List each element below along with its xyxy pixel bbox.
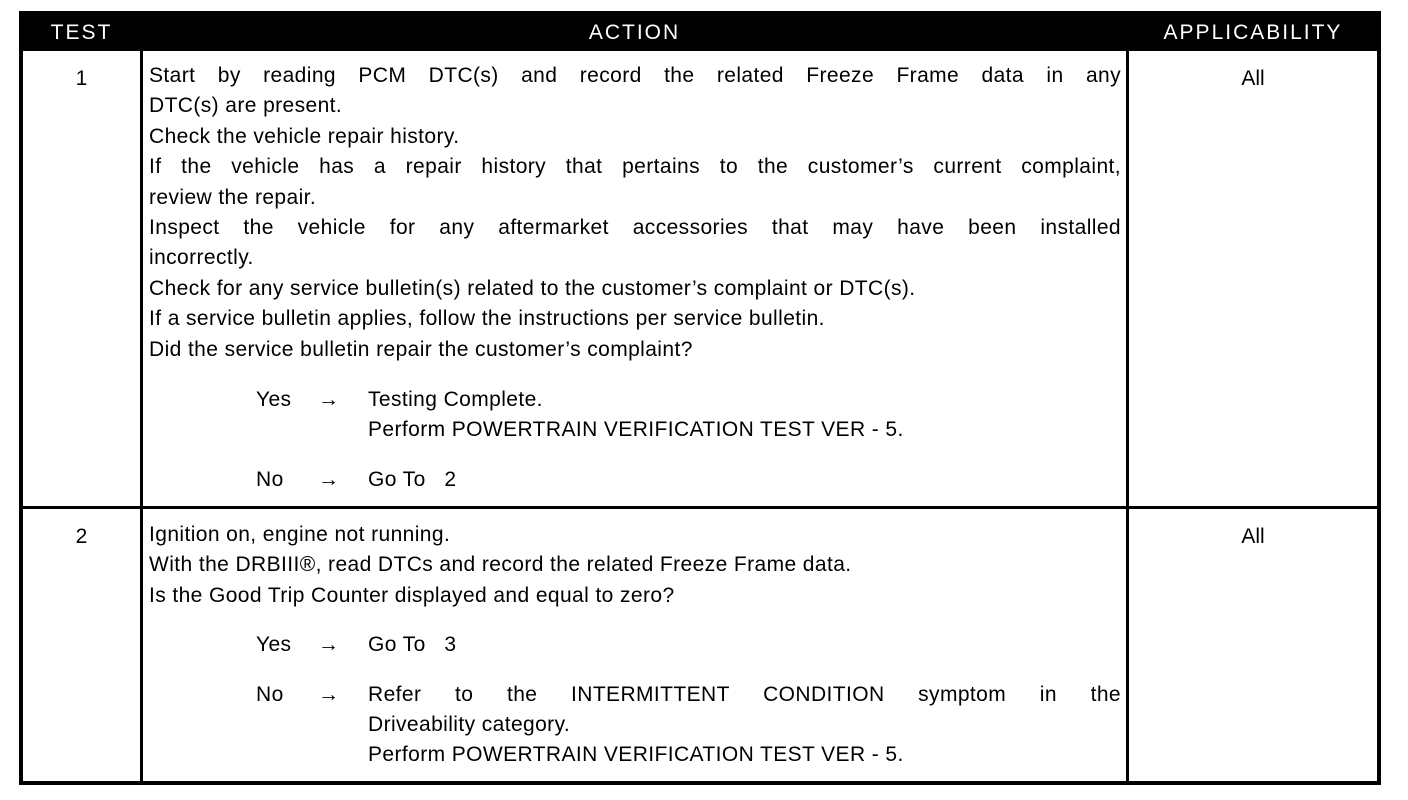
action-line: If the vehicle has a repair history that pertains to the customer’s current complaint, bbox=[149, 155, 1121, 179]
test-number: 1 bbox=[75, 67, 88, 90]
action-line: Check for any service bulletin(s) related to the customer’s complaint or DTC(s). bbox=[149, 276, 916, 300]
action-line: Ignition on, engine not running. bbox=[149, 523, 451, 546]
answer-label: No bbox=[256, 682, 284, 706]
test-number: 2 bbox=[75, 525, 88, 548]
action-line: If a service bulletin applies, follow the instructions per service bulletin. bbox=[149, 307, 825, 331]
arrow-right-icon: → bbox=[318, 682, 340, 706]
column-divider bbox=[140, 15, 143, 781]
header-action: ACTION bbox=[588, 21, 681, 44]
arrow-right-icon: → bbox=[318, 467, 340, 491]
row-divider bbox=[23, 506, 1377, 509]
answer-yes bbox=[256, 630, 1121, 660]
action-line: Is the Good Trip Counter displayed and equal to zero? bbox=[149, 583, 675, 607]
table-header bbox=[23, 15, 1377, 51]
action-cell bbox=[149, 61, 1121, 495]
column-divider bbox=[1126, 15, 1129, 781]
action-line: Check the vehicle repair history. bbox=[149, 124, 460, 148]
answer-line: Driveability category. bbox=[368, 712, 571, 736]
action-line: Inspect the vehicle for any aftermarket accessories that may have been installed bbox=[149, 215, 1121, 239]
action-line: DTC(s) are present. bbox=[149, 94, 343, 118]
diagnostic-test-table bbox=[19, 11, 1381, 785]
answer-label: No bbox=[256, 467, 284, 491]
arrow-right-icon: → bbox=[318, 633, 340, 657]
answer-yes bbox=[256, 385, 1121, 446]
answer-line: Go To 2 bbox=[368, 467, 457, 491]
arrow-right-icon: → bbox=[318, 387, 340, 411]
answer-line: Refer to the INTERMITTENT CONDITION symptom in the bbox=[368, 682, 1121, 706]
applicability-value: All bbox=[1241, 67, 1265, 90]
applicability-value: All bbox=[1241, 525, 1265, 548]
action-cell bbox=[149, 520, 1121, 771]
answer-line: Testing Complete. bbox=[368, 387, 543, 411]
answer-line: Go To 3 bbox=[368, 633, 457, 657]
answer-no bbox=[256, 465, 1121, 495]
action-line: Did the service bulletin repair the customer’s complaint? bbox=[149, 337, 693, 361]
header-applicability: APPLICABILITY bbox=[1163, 21, 1343, 44]
action-line: With the DRBIII®, read DTCs and record the related Freeze Frame data. bbox=[149, 553, 852, 577]
answer-label: Yes bbox=[256, 387, 292, 411]
header-test: TEST bbox=[50, 21, 113, 44]
action-line: Start by reading PCM DTC(s) and record the related Freeze Frame data in any bbox=[149, 64, 1121, 87]
answer-line: Perform POWERTRAIN VERIFICATION TEST VER - 5. bbox=[368, 418, 904, 442]
action-line: incorrectly. bbox=[149, 246, 254, 270]
action-line: review the repair. bbox=[149, 185, 317, 209]
answer-label: Yes bbox=[256, 633, 292, 657]
answer-no bbox=[256, 680, 1121, 771]
answer-line: Perform POWERTRAIN VERIFICATION TEST VER - 5. bbox=[368, 743, 904, 767]
